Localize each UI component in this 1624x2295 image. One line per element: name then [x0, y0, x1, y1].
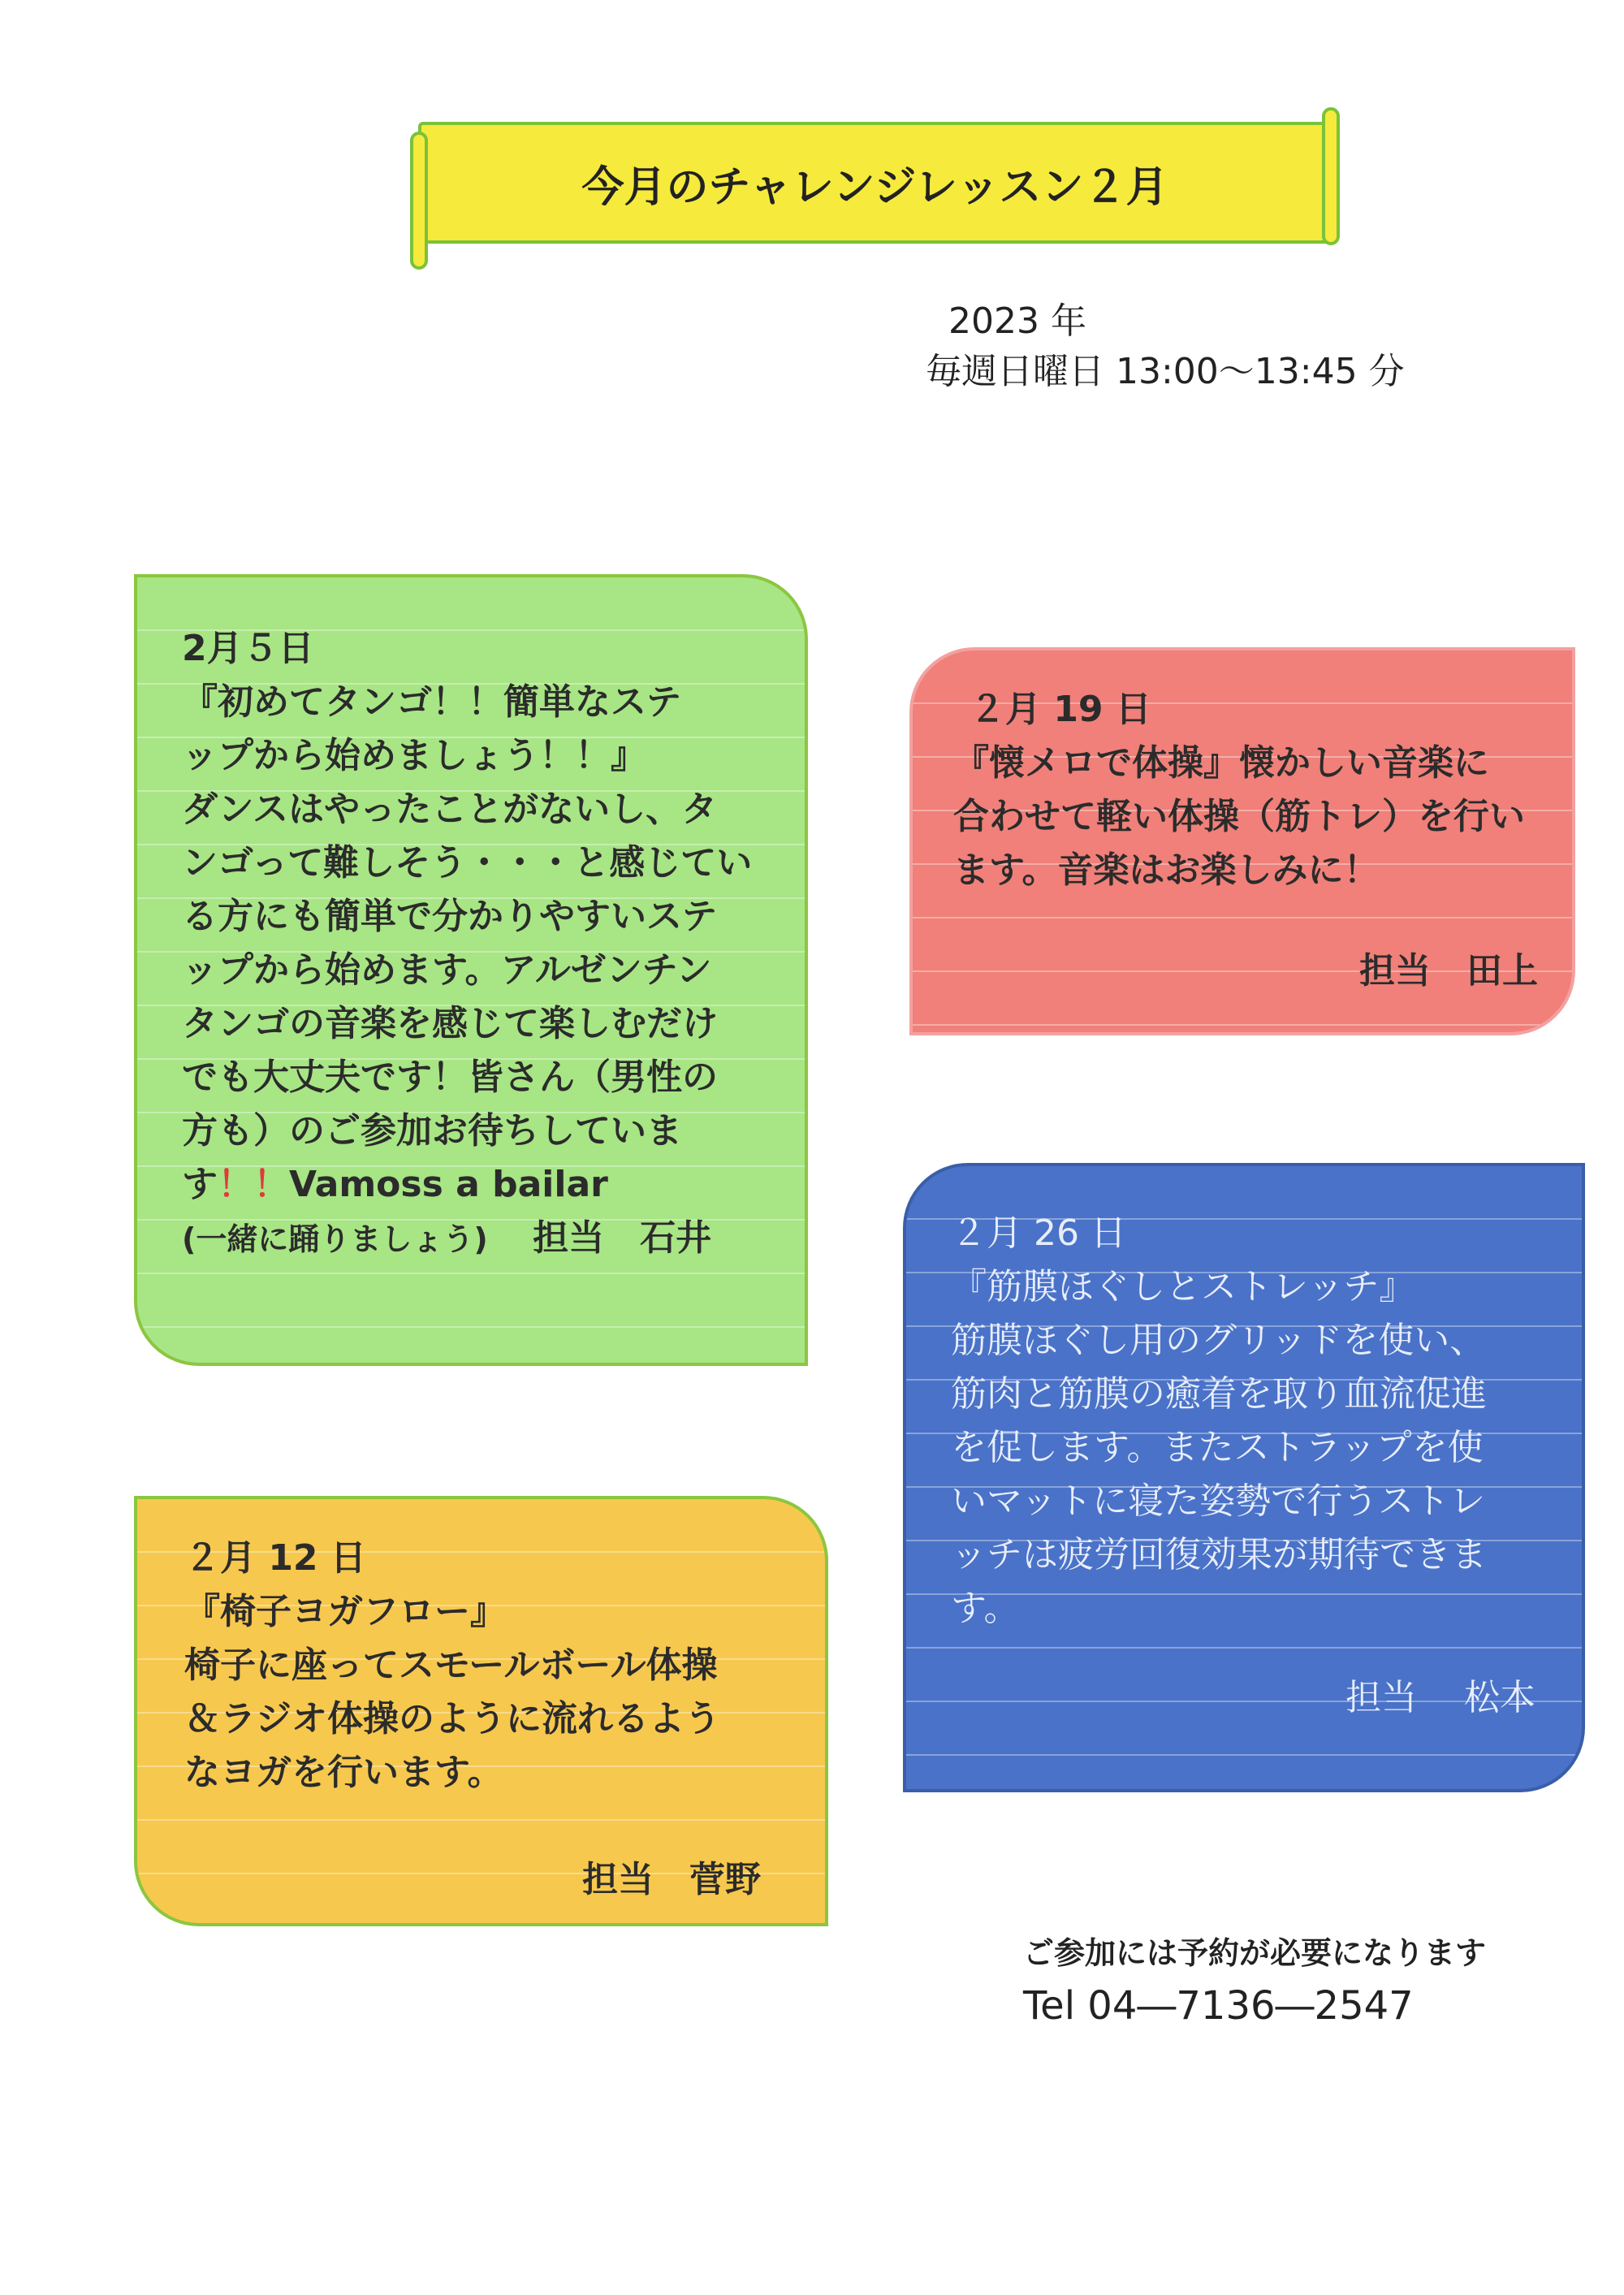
banner-left-scroll: [410, 132, 428, 270]
lesson-line: ップから始めましょう！！』: [182, 735, 646, 776]
translation-note: (一緒に踊りましょう): [182, 1221, 488, 1257]
title-banner: [418, 122, 1332, 244]
lesson-date: ２月 19 日: [970, 689, 1151, 730]
lesson-date: 2月５日: [182, 628, 314, 669]
lesson-line: 椅子に座ってスモールボール体操: [184, 1645, 718, 1686]
lesson-line: なヨガを行います。: [184, 1752, 503, 1793]
lesson-line: を促します。またストラップを使: [951, 1427, 1484, 1468]
lesson-card-feb12: [134, 1496, 828, 1926]
phone-number: Tel 04―7136―2547: [1023, 1983, 1414, 2029]
lesson-line: タンゴの音楽を感じて楽しむだけ: [182, 1003, 718, 1044]
lesson-line: ップから始めます。アルゼンチン: [182, 949, 712, 991]
lesson-line: 『懐メロで体操』懐かしい音楽に: [953, 742, 1489, 784]
schedule-info: [926, 296, 1405, 397]
lesson-line: ダンスはやったことがないし、タ: [182, 789, 718, 830]
lesson-line: 筋肉と筋膜の癒着を取り血流促進: [951, 1373, 1487, 1415]
lesson-line: ます。音楽はお楽しみに！: [953, 849, 1380, 891]
lesson-line: いマットに寝た姿勢で行うストレ: [951, 1480, 1486, 1522]
banner-right-scroll: [1322, 107, 1340, 245]
lesson-line: ＆ラジオ体操のように流れるよう: [184, 1698, 720, 1740]
lesson-line: 合わせて軽い体操（筋トレ）を行い: [953, 796, 1525, 837]
lesson-line: す。: [951, 1588, 1020, 1629]
lesson-line: ッチは疲労回復効果が期待できま: [951, 1534, 1487, 1575]
lesson-date: ２月 26 日: [951, 1212, 1126, 1254]
lesson-footer-line: [182, 1212, 783, 1266]
spanish-phrase: Vamoss a bailar: [289, 1164, 608, 1205]
lesson-line: ンゴって難しそう・・・と感じてい: [182, 842, 753, 884]
lesson-card-feb5: [134, 574, 808, 1366]
schedule-time: 毎週日曜日 13:00～13:45 分: [926, 351, 1405, 392]
lesson-line: 方も）のご参加お待ちしていま: [182, 1110, 682, 1152]
lesson-card-feb26: [903, 1163, 1585, 1792]
reservation-note: ご参加には予約が必要になります: [1023, 1935, 1487, 1971]
lesson-date: ２月 12 日: [184, 1537, 366, 1579]
lesson-card-feb19: [909, 647, 1575, 1035]
instructor-name: 担当 石井: [533, 1217, 712, 1259]
lesson-line: 筋膜ほぐし用のグリッドを使い、: [951, 1320, 1486, 1361]
lesson-line: 『椅子ヨガフロー』: [184, 1591, 506, 1632]
instructor-name: 担当 松本: [1345, 1677, 1535, 1718]
lesson-line: でも大丈夫です！皆さん（男性の: [182, 1057, 718, 1098]
lesson-line: る方にも簡単で分かりやすいステ: [182, 896, 718, 937]
instructor-name: 担当 菅野: [582, 1859, 761, 1900]
lesson-line-last: [182, 1158, 783, 1212]
exclamation-marks: ！！: [218, 1164, 289, 1205]
reservation-info: [1023, 1929, 1486, 2034]
page-title: 今月のチャレンジレッスン２月: [581, 162, 1168, 212]
schedule-year: 2023 年: [948, 300, 1086, 342]
instructor-name: 担当 田上: [1359, 950, 1538, 992]
lesson-line: 『筋膜ほぐしとストレッチ』: [951, 1266, 1415, 1307]
lesson-line: 『初めてタンゴ！！簡単なステ: [182, 681, 682, 723]
lesson-text: す: [182, 1164, 218, 1205]
